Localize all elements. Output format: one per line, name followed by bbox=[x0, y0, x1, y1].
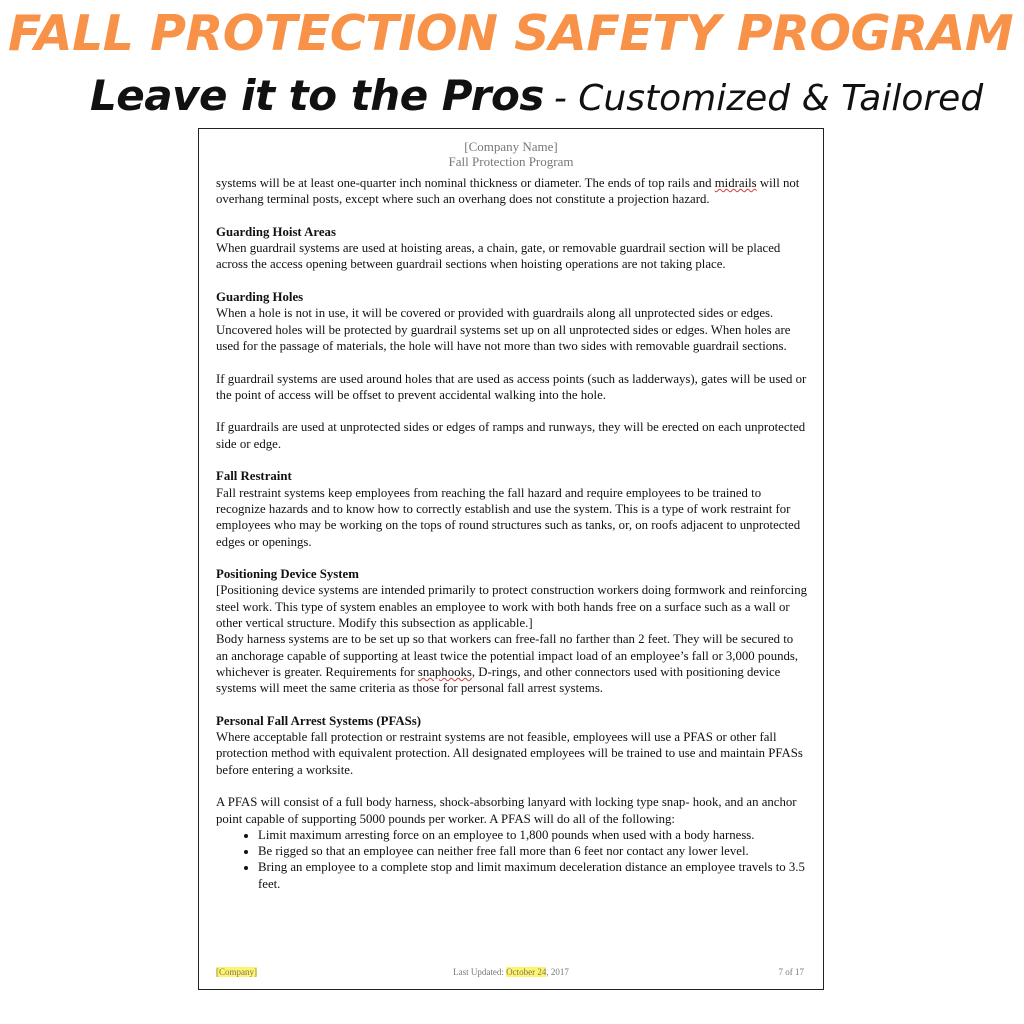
document-page bbox=[198, 128, 824, 990]
footer-page-number: 7 of 17 bbox=[778, 967, 804, 977]
section-heading-holes: Guarding Holes bbox=[216, 290, 304, 305]
document-header bbox=[199, 139, 823, 169]
header-program-name: Fall Protection Program bbox=[448, 154, 574, 169]
paragraph-positioning bbox=[216, 631, 808, 696]
banner-subtitle-light: - Customized & Tailored bbox=[553, 78, 984, 119]
paragraph-positioning-note: [Positioning device systems are intended primarily to protect construction workers doing formwork and reinforcing steel work. This type of system enables an employee to work with both hands free on a surface such as a wall or other vertical structure. Modify this subsection as applicable.] bbox=[216, 583, 807, 631]
footer-company: [Company] bbox=[216, 967, 257, 977]
banner-title: FALL PROTECTION SAFETY PROGRAM bbox=[8, 5, 1014, 62]
positioning-text-2: , D-rings, and other connectors used with positioning device systems will meet the same criteria as those for personal fall arrest systems. bbox=[216, 664, 781, 696]
footer-updated-year: , 2017 bbox=[546, 967, 569, 977]
banner-subtitle-bold: Leave it to the Pros bbox=[90, 71, 544, 120]
pfas-bullet-list bbox=[216, 827, 808, 892]
list-item: • Be rigged so that an employee can neither free fall more than 6 feet nor contact any lower level. bbox=[258, 843, 808, 859]
list-item: • Bring an employee to a complete stop and limit maximum deceleration distance an employee travels to 3.5 feet. bbox=[258, 859, 808, 892]
spellcheck-flagged-word[interactable]: midrails bbox=[714, 176, 757, 190]
intro-text-1: systems will be at least one-quarter inch nominal thickness or diameter. The ends of top rails and bbox=[216, 176, 715, 190]
paragraph-pfas-1: Where acceptable fall protection or restraint systems are not feasible, employees will use a PFAS or other fall protection method with equivalent protection. All designated employees will be trained to use and maintain PFASs before entering a worksite. bbox=[216, 730, 803, 777]
paragraph-hoist: When guardrail systems are used at hoisting areas, a chain, gate, or removable guardrail section will be placed across the access opening between guardrail sections when hoisting operations are not taking place. bbox=[216, 241, 781, 272]
document-footer bbox=[216, 967, 806, 979]
footer-updated-date: October 24 bbox=[506, 967, 547, 977]
header-company-name: [Company Name] bbox=[464, 139, 558, 154]
list-item: • Limit maximum arresting force on an employee to 1,800 pounds when used with a body harness. bbox=[258, 827, 808, 843]
section-heading-positioning: Positioning Device System bbox=[216, 567, 359, 582]
document-body bbox=[216, 175, 808, 892]
section-heading-restraint: Fall Restraint bbox=[216, 469, 292, 484]
paragraph-holes-1: When a hole is not in use, it will be covered or provided with guardrails along all unprotected sides or edges. Uncovered holes will be protected by guardrail systems set up on all unprotected sides or edges. When holes are used for the passage of materials, the hole will have not more than two sides with removable guardrail sections. bbox=[216, 306, 791, 353]
paragraph-restraint: Fall restraint systems keep employees from reaching the fall hazard and require employees to be trained to recognize hazards and to know how to correctly establish and use the system. This is a type of work restraint for employees who may be working on the tops of round structures such as tanks, or, on roofs adjacent to unprotected edges or openings. bbox=[216, 485, 801, 549]
intro-paragraph bbox=[216, 175, 808, 208]
banner-subtitle bbox=[90, 68, 1020, 134]
paragraph-holes-2: If guardrail systems are used around holes that are used as access points (such as ladderways), gates will be used or the point of access will be offset to prevent accidental walking into the hole. bbox=[216, 371, 807, 402]
footer-last-updated bbox=[216, 967, 806, 977]
positioning-text-1: Body harness systems are to be set up so that workers can free-fall no farther than 2 feet. They will be secured to an anchorage capable of supporting at least twice the potential impact load of an employee’s fall or 3,000 pounds, whichever is greater. Requirements for bbox=[216, 632, 799, 679]
section-heading-pfas: Personal Fall Arrest Systems (PFASs) bbox=[216, 713, 421, 728]
footer-updated-label: Last Updated: bbox=[453, 967, 507, 977]
section-heading-hoist: Guarding Hoist Areas bbox=[216, 224, 336, 239]
paragraph-holes-3: If guardrails are used at unprotected sides or edges of ramps and runways, they will be erected on each unprotected side or edge. bbox=[216, 420, 806, 451]
paragraph-pfas-2: A PFAS will consist of a full body harness, shock-absorbing lanyard with locking type snap- hook, and an anchor point capable of supporting 5000 pounds per worker. A PFAS will do all of the following: bbox=[216, 795, 797, 826]
intro-text-2: will not overhang terminal posts, except where such an overhang does not constitute a projection hazard. bbox=[216, 176, 800, 207]
spellcheck-flagged-word[interactable]: snaphooks bbox=[417, 664, 472, 679]
